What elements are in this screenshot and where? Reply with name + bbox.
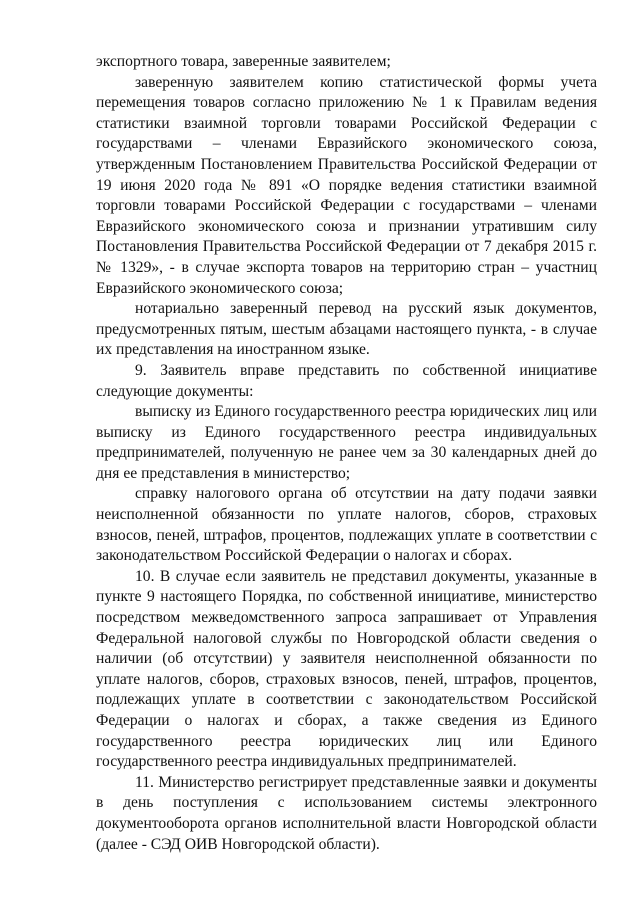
paragraph-clause-11: 11. Министерство регистрирует представленные заявки и документы в день поступления с использованием системы электронного документооборота органов исполнительной власти Новгородской области (далее - СЭД ОИВ Новгородской области). <box>96 773 597 853</box>
paragraph-registry-extract: выписку из Единого государственного реестра юридических лиц или выписку из Единого государственного реестра индивидуальных предпринимателей, полученную не ранее чем за 30 календарных дней до дня ее представления в министерство; <box>96 403 597 482</box>
paragraph-clause-9: 9. Заявитель вправе представить по собственной инициативе следующие документы: <box>96 361 597 400</box>
paragraph-clause-10: 10. В случае если заявитель не представил документы, указанные в пункте 9 настоящего Порядка, по собственной инициативе, министерство посредством межведомственного запроса запрашивает от Управления Федеральной налоговой службы по Новгородской области сведения о наличии (об отсутствии) у заявителя неисполненной обязанности по уплате налогов, сборов, страховых взносов, пеней, штрафов, процентов, подлежащих уплате в соответствии с законодательством Российской Федерации о налогах и сборах, а также сведения из Единого государственного реестра юридических лиц или Единого государственного реестра индивидуальных предпринимателей. <box>96 567 597 771</box>
paragraph-export-goods-end: экспортного товара, заверенные заявителем; <box>96 53 391 70</box>
paragraph-notarized-translation: нотариально заверенный перевод на русский язык документов, предусмотренных пятым, шестым абзацами настоящего пункта, - в случае их представления на иностранном языке. <box>96 300 597 359</box>
paragraph-tax-certificate: справку налогового органа об отсутствии на дату подачи заявки неисполненной обязанности по уплате налогов, сборов, страховых взносов, пеней, штрафов, процентов, подлежащих уплате в соответствии с законодательством Российской Федерации о налогах и сборах. <box>96 485 597 565</box>
document-body <box>96 52 597 855</box>
paragraph-statistics-form-copy: заверенную заявителем копию статистической формы учета перемещения товаров согласно приложению № 1 к Правилам ведения статистики взаимной торговли товарами Российской Федерации с государствами – членами Евразийского экономического союза, утвержденным Постановлением Правительства Российской Федерации от 19 июня 2020 года № 891 «О порядке ведения статистики взаимной торговли товарами Российской Федерации с государствами – членами Евразийского экономического союза и признании утратившим силу Постановления Правительства Российской Федерации от 7 декабря 2015 г. № 1329», - в случае экспорта товаров на территорию стран – участниц Евразийского экономического союза; <box>96 73 597 297</box>
